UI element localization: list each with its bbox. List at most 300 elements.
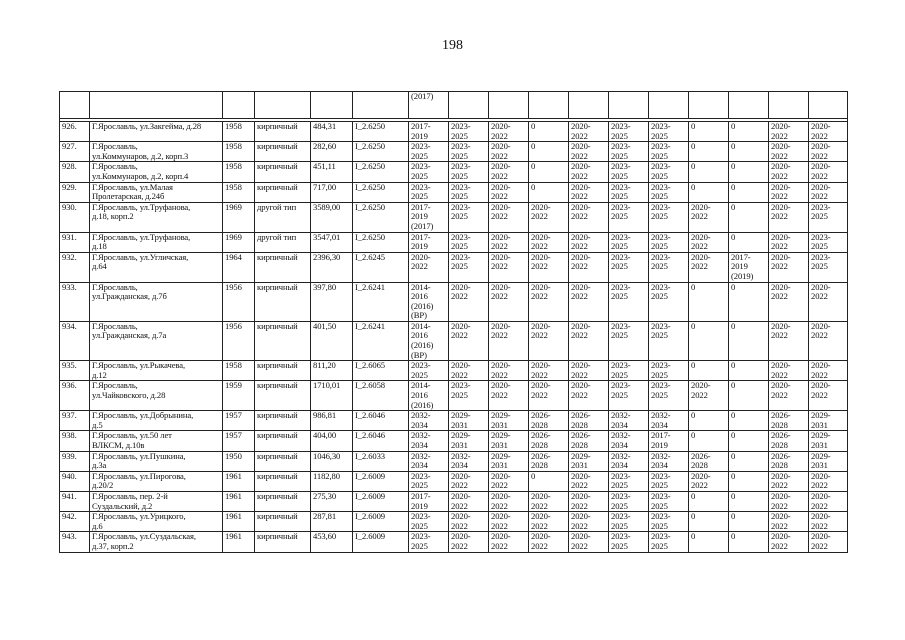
table-cell: 2032- 2034 [449,451,489,471]
table-cell: I_2.6250 [353,202,409,232]
table-cell: 2023- 2025 [609,471,649,491]
table-cell: 2020- 2022 [569,202,609,232]
table-cell [569,92,609,119]
table-cell: 397,80 [311,282,353,321]
table-row [60,361,848,381]
row-number: 932. [60,252,90,282]
table-cell: кирпичный [255,282,311,321]
row-number: 928. [60,162,90,182]
table-cell: 282,60 [311,142,353,162]
page-number: 198 [442,38,463,53]
table-cell: 1956 [223,282,255,321]
table-cell: 2020- 2022 [769,202,809,232]
table-cell: 2020- 2022 [809,321,848,360]
address-cell: Г.Ярославль, ул.Малая Пролетарская, д.24б [90,182,223,202]
table-cell: 2026- 2028 [569,431,609,451]
table-cell: 2020- 2022 [769,182,809,202]
table-cell: 2023- 2025 [609,321,649,360]
table-cell: 2020- 2022 [809,381,848,411]
table-cell: 2032- 2034 [409,451,449,471]
table-cell: 2020- 2022 [769,512,809,532]
table-cell [689,92,729,119]
table-cell: 2026- 2028 [529,431,569,451]
address-cell: Г.Ярославль, ул.Гражданская, д.7б [90,282,223,321]
table-cell: 1969 [223,232,255,252]
table-cell: 2023- 2025 [609,532,649,552]
row-number: 927. [60,142,90,162]
table-cell: 2020- 2022 [569,142,609,162]
table-cell: 2020- 2022 [489,122,529,142]
table-cell: 2020- 2022 [769,361,809,381]
table-cell: I_2.6241 [353,282,409,321]
table-cell: 2029- 2031 [489,451,529,471]
table-row [60,532,848,552]
table-cell: 2020- 2022 [449,361,489,381]
table-cell: 2020- 2022 [569,491,609,511]
table-cell [489,92,529,119]
table-cell: 2023- 2025 [609,142,649,162]
table-cell: 2023- 2025 [649,122,689,142]
table-cell: кирпичный [255,182,311,202]
table-cell: 2023- 2025 [409,471,449,491]
table-cell: 0 [729,451,769,471]
table-cell: 2023- 2025 [609,512,649,532]
table-cell: 2023- 2025 [449,232,489,252]
address-cell: Г.Ярославль, ул.Урицкого, д.6 [90,512,223,532]
table-cell: 0 [689,532,729,552]
table-cell: 2020- 2022 [809,491,848,511]
table-cell: 2020- 2022 [809,162,848,182]
table-cell: 2020- 2022 [569,232,609,252]
table-cell: 2026- 2028 [769,411,809,431]
table-cell: 401,50 [311,321,353,360]
table-cell: 2020- 2022 [449,491,489,511]
table-cell: I_2.6009 [353,471,409,491]
table-cell: 453,60 [311,532,353,552]
table-cell: 0 [729,512,769,532]
table-cell: кирпичный [255,532,311,552]
table-cell: I_2.6250 [353,142,409,162]
table-cell: 0 [689,282,729,321]
table-cell: 2023- 2025 [409,512,449,532]
table-cell: 2020- 2022 [489,142,529,162]
table-cell: 2023- 2025 [449,182,489,202]
table-cell: I_2.6046 [353,411,409,431]
table-cell: 2020- 2022 [529,491,569,511]
table-cell: кирпичный [255,381,311,411]
table-cell: I_2.6250 [353,232,409,252]
table-cell: 1958 [223,182,255,202]
address-cell: Г.Ярославль, ул.Гражданская, д.7а [90,321,223,360]
row-number: 926. [60,122,90,142]
table-cell: 2032- 2034 [609,431,649,451]
table-cell: 2020- 2022 [489,532,529,552]
table-cell: 1969 [223,202,255,232]
table-cell: 2023- 2025 [449,202,489,232]
table-cell: 2023- 2025 [649,232,689,252]
table-cell: 2020- 2022 [689,471,729,491]
table-cell: кирпичный [255,122,311,142]
table-cell: 2029- 2031 [809,411,848,431]
table-cell: 0 [729,411,769,431]
table-cell: 0 [689,321,729,360]
table-cell: 2020- 2022 [569,361,609,381]
table-cell: 2023- 2025 [649,471,689,491]
row-number: 931. [60,232,90,252]
table-cell: 2023- 2025 [609,282,649,321]
table-cell: 2026- 2028 [529,411,569,431]
table-cell: 1958 [223,142,255,162]
table-cell: I_2.6245 [353,252,409,282]
table-cell: 2023- 2025 [649,252,689,282]
table-cell: 2020- 2022 [449,321,489,360]
table-cell [809,92,848,119]
table-cell: 2020- 2022 [529,202,569,232]
row-number: 936. [60,381,90,411]
row-number: 938. [60,431,90,451]
table-cell: 2017- 2019 [409,122,449,142]
table-cell: 2020- 2022 [409,252,449,282]
table-cell: 2023- 2025 [409,182,449,202]
table-cell [223,92,255,119]
table-cell [90,92,223,119]
table-cell: 2029- 2031 [569,451,609,471]
table-cell: 2020- 2022 [529,532,569,552]
table-cell: 2020- 2022 [529,361,569,381]
table-cell: 3589,00 [311,202,353,232]
table-cell: 2020- 2022 [569,321,609,360]
table-cell: 2023- 2025 [609,122,649,142]
table-cell: 1964 [223,252,255,282]
table-cell: 0 [729,202,769,232]
table-cell: 2023- 2025 [609,202,649,232]
table-cell: 2020- 2022 [769,381,809,411]
table-cell: 2020- 2022 [489,282,529,321]
table-cell: 2026- 2028 [689,451,729,471]
table-cell: 2023- 2025 [609,182,649,202]
table-cell: 2023- 2025 [449,252,489,282]
table-row [60,252,848,282]
address-cell: Г.Ярославль, пер. 2-й Суздальский, д.2 [90,491,223,511]
row-number: 939. [60,451,90,471]
table-cell: 2026- 2028 [769,451,809,471]
table-cell: 2020- 2022 [809,142,848,162]
table-cell: 2023- 2025 [609,381,649,411]
table-cell: 0 [729,431,769,451]
table-cell [60,92,90,119]
table-cell: (2017) [409,92,449,119]
table-cell: 2017- 2019 [409,491,449,511]
table-cell: 2020- 2022 [769,232,809,252]
table-cell: 2020- 2022 [569,282,609,321]
table-cell: I_2.6250 [353,182,409,202]
table-cell: 2020- 2022 [529,282,569,321]
table-cell: 2032- 2034 [409,411,449,431]
table-cell: 1957 [223,431,255,451]
table-cell: 404,00 [311,431,353,451]
address-cell: Г.Ярославль, ул.Труфанова, д.18, корп.2 [90,202,223,232]
table-cell: 0 [729,122,769,142]
row-number: 930. [60,202,90,232]
table-cell: 1710,01 [311,381,353,411]
table-cell: другой тип [255,232,311,252]
row-number: 940. [60,471,90,491]
table-cell: I_2.6009 [353,532,409,552]
table-cell: 2020- 2022 [689,252,729,282]
housing-register-table [59,91,848,553]
table-cell: 0 [729,471,769,491]
table-cell: 2029- 2031 [449,431,489,451]
table-cell: 2023- 2025 [409,361,449,381]
table-cell: 1961 [223,532,255,552]
table-cell: 2396,30 [311,252,353,282]
table-cell: 2020- 2022 [769,471,809,491]
table-cell: 2020- 2022 [449,471,489,491]
address-cell: Г.Ярославль, ул.Пушкина, д.3а [90,451,223,471]
table-cell [649,92,689,119]
table-cell: 2023- 2025 [649,162,689,182]
table-cell: 2023- 2025 [449,381,489,411]
table-cell: 2023- 2025 [409,142,449,162]
table-cell: 0 [529,471,569,491]
row-number: 934. [60,321,90,360]
table-cell: 484,31 [311,122,353,142]
table-cell: кирпичный [255,411,311,431]
table-cell: 2020- 2022 [489,321,529,360]
table-cell: 2020- 2022 [569,512,609,532]
table-cell: 2020- 2022 [489,512,529,532]
table-cell: 2020- 2022 [489,381,529,411]
table-cell: I_2.6250 [353,122,409,142]
table-cell: 2020- 2022 [769,532,809,552]
table-cell: 2032- 2034 [649,451,689,471]
table-cell: 1961 [223,471,255,491]
table-cell: кирпичный [255,321,311,360]
table-row [60,202,848,232]
table-cell: кирпичный [255,142,311,162]
table-cell: 2020- 2022 [809,282,848,321]
table-cell: 2023- 2025 [809,202,848,232]
table-cell: 2020- 2022 [689,202,729,232]
table-cell: 0 [529,162,569,182]
table-row [60,381,848,411]
table-cell: 2023- 2025 [649,381,689,411]
table-cell: 2020- 2022 [569,252,609,282]
row-number: 929. [60,182,90,202]
table-row [60,471,848,491]
table-cell: 0 [729,162,769,182]
table-cell [529,92,569,119]
table-cell [255,92,311,119]
table-cell: кирпичный [255,451,311,471]
address-cell: Г.Ярославль, ул.Чайковского, д.28 [90,381,223,411]
table-cell: 1961 [223,491,255,511]
table-cell: 2023- 2025 [449,162,489,182]
table-cell: I_2.6241 [353,321,409,360]
table-cell: I_2.6009 [353,491,409,511]
table-cell: 0 [729,491,769,511]
address-cell: Г.Ярославль, ул.Угличская, д.64 [90,252,223,282]
table-row [60,451,848,471]
table-row [60,122,848,142]
table-cell: 2020- 2022 [529,512,569,532]
table-cell: 2026- 2028 [529,451,569,471]
table-cell: 1950 [223,451,255,471]
table-cell: 2032- 2034 [609,451,649,471]
table-cell [449,92,489,119]
table-cell: 2026- 2028 [769,431,809,451]
address-cell: Г.Ярославль, ул.Закгейма, д.28 [90,122,223,142]
row-number: 935. [60,361,90,381]
table-row [60,162,848,182]
table-cell: 2020- 2022 [769,282,809,321]
table-cell: 2020- 2022 [569,381,609,411]
table-row [60,232,848,252]
table-cell: 986,81 [311,411,353,431]
table-cell: 2020- 2022 [769,321,809,360]
table-cell: I_2.6065 [353,361,409,381]
table-cell: 0 [689,142,729,162]
table-cell: 2020- 2022 [809,361,848,381]
table-cell: 2020- 2022 [529,381,569,411]
table-cell: 1961 [223,512,255,532]
table-cell: 1957 [223,411,255,431]
table-cell: 0 [729,182,769,202]
table-cell: 2023- 2025 [649,361,689,381]
table-cell: 2020- 2022 [569,122,609,142]
table-cell: 0 [689,431,729,451]
table-cell: 2020- 2022 [569,162,609,182]
table-cell: 2023- 2025 [609,162,649,182]
table-cell: 2032- 2034 [649,411,689,431]
table-row [60,282,848,321]
table-cell: 1182,80 [311,471,353,491]
table-cell: 2026- 2028 [569,411,609,431]
table-cell: 1046,30 [311,451,353,471]
table-cell: 2023- 2025 [649,282,689,321]
table-cell: 2032- 2034 [409,431,449,451]
address-cell: Г.Ярославль, ул.Труфанова, д.18 [90,232,223,252]
table-cell: 2020- 2022 [489,491,529,511]
table-cell: 275,30 [311,491,353,511]
table-cell: кирпичный [255,361,311,381]
table-cell: 2014- 2016 (2016) (ВР) [409,282,449,321]
address-cell: Г.Ярославль, ул.Добрынина, д.5 [90,411,223,431]
address-cell: Г.Ярославль, ул.Рыкачева, д.12 [90,361,223,381]
table-row [60,411,848,431]
table-cell: 0 [689,512,729,532]
table-cell: кирпичный [255,162,311,182]
table-cell: 2020- 2022 [809,471,848,491]
table-cell: 2020- 2022 [569,182,609,202]
table-cell: 2020- 2022 [809,122,848,142]
table-cell: 2023- 2025 [649,512,689,532]
table-cell: 2023- 2025 [649,182,689,202]
table-cell: 2020- 2022 [529,252,569,282]
table-cell: 1958 [223,162,255,182]
table-cell: 2020- 2022 [449,512,489,532]
table-cell: 2020- 2022 [809,182,848,202]
row-number: 937. [60,411,90,431]
table-cell: 2014- 2016 (2016) (ВР) [409,321,449,360]
table-cell: 2020- 2022 [449,532,489,552]
table-cell: 2020- 2022 [489,471,529,491]
table-cell: 2020- 2022 [489,162,529,182]
table-cell: 2020- 2022 [489,182,529,202]
table-cell: 2017- 2019 [649,431,689,451]
table-cell: 2029- 2031 [489,431,529,451]
address-cell: Г.Ярославль, ул.50 лет ВЛКСМ, д.10в [90,431,223,451]
table-cell: 0 [729,282,769,321]
table-cell: 2020- 2022 [809,532,848,552]
table-cell: I_2.6058 [353,381,409,411]
table-cell: 0 [689,182,729,202]
table-row [60,321,848,360]
table-cell: 2017- 2019 (2017) [409,202,449,232]
table-cell: 2029- 2031 [809,451,848,471]
table-cell: 2029- 2031 [809,431,848,451]
table-cell: 0 [689,411,729,431]
table-cell: 2023- 2025 [449,122,489,142]
table-cell: 2023- 2025 [609,361,649,381]
table-cell: 1956 [223,321,255,360]
table-cell: 0 [689,162,729,182]
table-cell: 2020- 2022 [809,512,848,532]
table-cell: 2020- 2022 [769,122,809,142]
row-number: 942. [60,512,90,532]
table-cell: 0 [689,122,729,142]
table-cell: 2023- 2025 [649,321,689,360]
table-cell: 2017- 2019 (2019) [729,252,769,282]
table-cell: кирпичный [255,431,311,451]
row-number: 943. [60,532,90,552]
table-cell [609,92,649,119]
table-cell: 2023- 2025 [649,491,689,511]
table-cell: 0 [529,142,569,162]
table-cell: 1958 [223,122,255,142]
table-row [60,512,848,532]
table-cell: 2023- 2025 [649,202,689,232]
table-cell: 287,81 [311,512,353,532]
table-cell: 2023- 2025 [809,232,848,252]
table-cell: 0 [729,361,769,381]
table-cell: 2020- 2022 [489,252,529,282]
table-cell: 451,11 [311,162,353,182]
table-cell: кирпичный [255,252,311,282]
address-cell: Г.Ярославль, ул.Коммунаров, д.2, корп.4 [90,162,223,182]
table-cell: 0 [529,122,569,142]
table-cell: 0 [529,182,569,202]
table-row [60,182,848,202]
table-cell: 2020- 2022 [489,361,529,381]
table-cell: 717,00 [311,182,353,202]
table-cell: 2020- 2022 [529,232,569,252]
table-cell: 2020- 2022 [769,162,809,182]
table-cell: кирпичный [255,491,311,511]
table-cell: 2029- 2031 [449,411,489,431]
table-cell [729,92,769,119]
table-cell: 2023- 2025 [809,252,848,282]
table-cell: 2020- 2022 [769,491,809,511]
table-cell [769,92,809,119]
table-cell: 2017- 2019 [409,232,449,252]
table-cell: 2020- 2022 [769,142,809,162]
table-cell: 2023- 2025 [449,142,489,162]
table-cell: 2014- 2016 (2016) [409,381,449,411]
table-cell: другой тип [255,202,311,232]
table-cell: 2023- 2025 [609,491,649,511]
table-cell: 3547,01 [311,232,353,252]
